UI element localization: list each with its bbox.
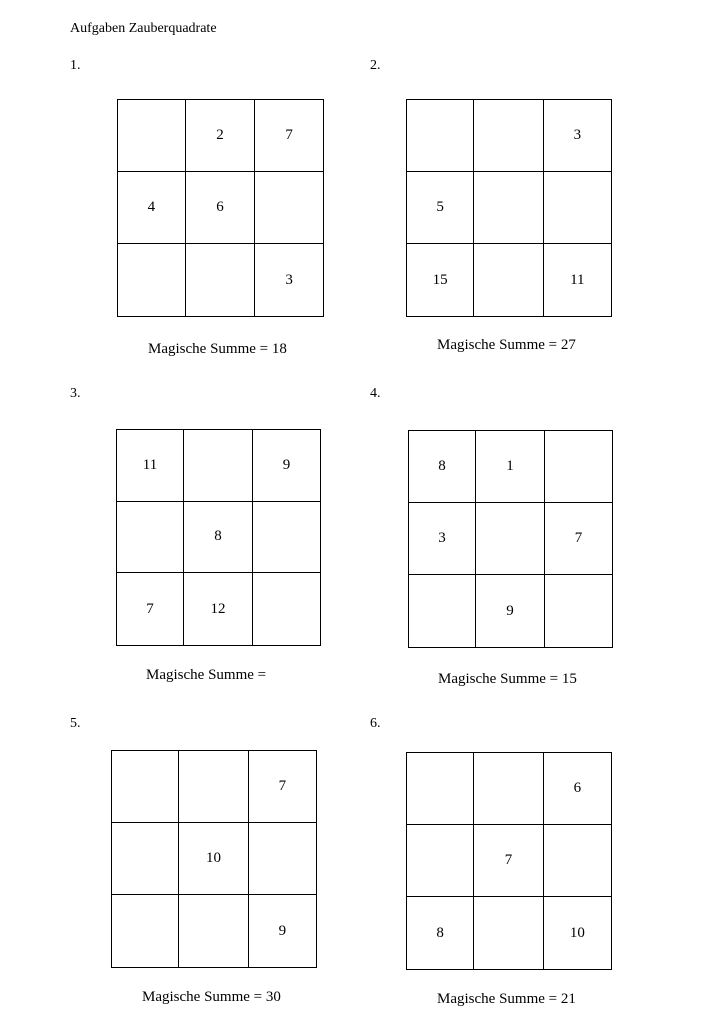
grid-cell: 7: [474, 825, 543, 897]
grid-cell: 9: [253, 430, 320, 502]
grid-cell: 8: [184, 502, 253, 574]
grid-cell: [253, 502, 320, 574]
grid-cell: [249, 823, 316, 895]
grid-cell: [474, 897, 543, 969]
grid-cell: [184, 430, 253, 502]
grid-cell: [407, 100, 474, 172]
grid-cell: [545, 575, 612, 647]
grid-cell: [112, 823, 179, 895]
page-title: Aufgaben Zauberquadrate: [70, 21, 217, 36]
grid-cell: 12: [184, 573, 253, 645]
grid-cell: 5: [407, 172, 474, 244]
magic-square-grid: [408, 430, 613, 648]
grid-cell: [118, 244, 186, 316]
grid-cell: [545, 431, 612, 503]
grid-cell: [474, 244, 543, 316]
grid-cell: 15: [407, 244, 474, 316]
grid-cell: [476, 503, 545, 575]
grid-cell: [255, 172, 323, 244]
magic-sum-label: Magische Summe = 30: [142, 989, 281, 1005]
magic-square-grid: [116, 429, 321, 646]
puzzle-number: 2.: [370, 58, 381, 73]
grid-cell: 7: [117, 573, 184, 645]
grid-cell: 1: [476, 431, 545, 503]
magic-square-grid: [111, 750, 317, 968]
grid-cell: [179, 895, 248, 967]
grid-cell: [474, 753, 543, 825]
magic-sum-label: Magische Summe = 18: [148, 341, 287, 357]
grid-cell: [112, 751, 179, 823]
magic-square-grid: [406, 99, 612, 317]
grid-cell: 9: [476, 575, 545, 647]
magic-sum-label: Magische Summe = 27: [437, 337, 576, 353]
magic-square-grid: [117, 99, 324, 317]
magic-square-grid: [406, 752, 612, 970]
grid-cell: [407, 825, 474, 897]
grid-cell: 7: [545, 503, 612, 575]
grid-cell: 3: [544, 100, 611, 172]
grid-cell: 7: [249, 751, 316, 823]
grid-cell: [474, 100, 543, 172]
grid-cell: 11: [117, 430, 184, 502]
grid-cell: 2: [186, 100, 256, 172]
puzzle-number: 5.: [70, 716, 81, 731]
grid-cell: 3: [409, 503, 476, 575]
grid-cell: 6: [186, 172, 256, 244]
grid-cell: 7: [255, 100, 323, 172]
grid-cell: 8: [407, 897, 474, 969]
grid-cell: [186, 244, 256, 316]
grid-cell: 4: [118, 172, 186, 244]
magic-sum-label: Magische Summe = 21: [437, 991, 576, 1007]
grid-cell: [112, 895, 179, 967]
grid-cell: [118, 100, 186, 172]
grid-cell: [409, 575, 476, 647]
puzzle-number: 6.: [370, 716, 381, 731]
grid-cell: 10: [569, 924, 585, 941]
grid-cell: [474, 172, 543, 244]
grid-cell: 6: [544, 753, 611, 825]
magic-sum-label: Magische Summe = 15: [438, 671, 577, 687]
magic-sum-label: Magische Summe =: [146, 667, 267, 683]
grid-cell: 10: [179, 823, 248, 895]
grid-cell: [179, 751, 248, 823]
grid-cell: 9: [278, 922, 287, 939]
grid-cell: 3: [285, 271, 293, 288]
grid-cell: [253, 573, 320, 645]
grid-cell: [117, 502, 184, 574]
grid-cell: [544, 172, 611, 244]
puzzle-number: 3.: [70, 386, 81, 401]
grid-cell: 8: [409, 431, 476, 503]
grid-cell: [407, 753, 474, 825]
puzzle-number: 4.: [370, 386, 381, 401]
puzzle-number: 1.: [70, 58, 81, 73]
grid-cell: [544, 825, 611, 897]
grid-cell: 11: [570, 271, 585, 288]
